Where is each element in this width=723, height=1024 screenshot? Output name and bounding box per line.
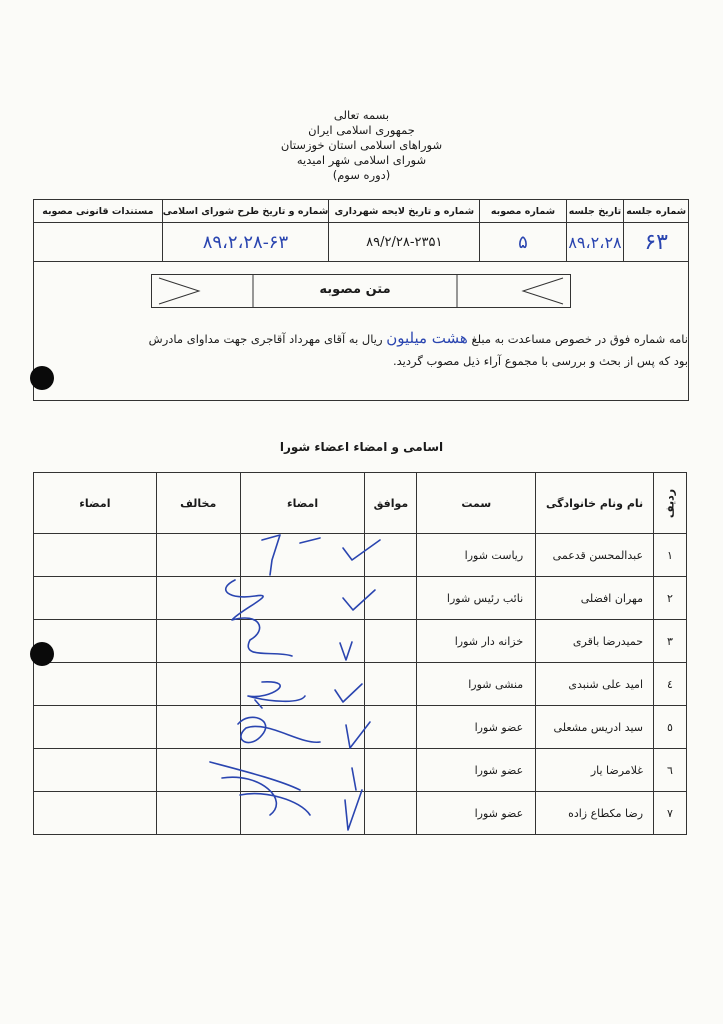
member-name: حمیدرضا باقری (536, 620, 654, 663)
member-num: ٦ (654, 749, 687, 792)
resolution-text-part1: نامه شماره فوق در خصوص مساعدت به مبلغ (471, 332, 688, 346)
member-oppose-cell (156, 749, 240, 792)
col-signature: امضاء (240, 473, 365, 534)
col-oppose: مخالف (156, 473, 240, 534)
member-position: عضو شورا (417, 706, 536, 749)
member-name: غلامرضا یار (536, 749, 654, 792)
member-oppose-cell (156, 792, 240, 835)
resolution-box (33, 261, 689, 401)
col-position: سمت (417, 473, 536, 534)
resolution-text (34, 327, 688, 372)
member-signature-cell (240, 620, 365, 663)
member-signature-cell (240, 706, 365, 749)
meta-header-council-plan: شماره و تاریخ طرح شورای اسلامی (162, 200, 329, 223)
meta-value-legal-docs (34, 223, 163, 262)
member-name: رضا مکطاع زاده (536, 792, 654, 835)
member-name: عبدالمحسن قدعمی (536, 534, 654, 577)
meta-value-council-plan: ۸۹،۲،۲۸-۶۳ (162, 223, 329, 262)
member-signature-cell (240, 792, 365, 835)
member-row (34, 749, 687, 792)
meta-header-session-number: شماره جلسه (624, 200, 689, 223)
member-num: ۷ (654, 792, 687, 835)
member-row (34, 706, 687, 749)
member-position: ریاست شورا (417, 534, 536, 577)
member-num: ۱ (654, 534, 687, 577)
member-oppose-cell (156, 577, 240, 620)
meta-table (33, 199, 689, 262)
meta-header-legal-docs: مستندات قانونی مصوبه (34, 200, 163, 223)
meta-header-resolution-number: شماره مصوبه (480, 200, 566, 223)
member-agree-cell (365, 749, 417, 792)
member-row (34, 620, 687, 663)
resolution-text-line2: بود که پس از بحث و بررسی با مجموع آراء ذیل مصوب گردید. (392, 354, 688, 368)
resolution-text-part2: ریال به آقای مهرداد آقاجری جهت مداوای مادرش (148, 332, 383, 346)
member-agree-cell (365, 706, 417, 749)
member-position: عضو شورا (417, 792, 536, 835)
punch-hole (30, 366, 54, 390)
member-oppose-cell (156, 534, 240, 577)
member-signature-cell (240, 577, 365, 620)
meta-value-session-number: ۶۳ (624, 223, 689, 262)
member-position: عضو شورا (417, 749, 536, 792)
meta-header-session-date: تاریخ جلسه (566, 200, 624, 223)
member-signature-cell (240, 749, 365, 792)
meta-header-bill: شماره و تاریخ لایحه شهرداری (329, 200, 480, 223)
member-signature2-cell (34, 534, 157, 577)
member-agree-cell (365, 620, 417, 663)
col-name: نام ونام خانوادگی (536, 473, 654, 534)
member-signature2-cell (34, 792, 157, 835)
meta-value-bill: ۸۹/۲/۲۸-۲۳۵۱ (329, 223, 480, 262)
header-title (0, 108, 723, 183)
member-row (34, 577, 687, 620)
member-agree-cell (365, 792, 417, 835)
header-line-5: (دوره سوم) (332, 168, 391, 182)
handwritten-amount: هشت میلیون (386, 329, 468, 347)
member-position: خزانه دار شورا (417, 620, 536, 663)
member-name: سید ادریس مشعلی (536, 706, 654, 749)
member-signature2-cell (34, 749, 157, 792)
member-oppose-cell (156, 706, 240, 749)
header-line-3: شوراهای اسلامی استان خوزستان (280, 138, 443, 152)
members-table (33, 472, 687, 835)
punch-hole (30, 642, 54, 666)
member-signature-cell (240, 534, 365, 577)
member-row (34, 663, 687, 706)
header-line-1: بسمه تعالی (333, 108, 390, 122)
header-line-4: شورای اسلامی شهر امیدیه (296, 153, 427, 167)
member-signature-cell (240, 663, 365, 706)
member-position: منشی شورا (417, 663, 536, 706)
col-signature-2: امضاء (34, 473, 157, 534)
member-oppose-cell (156, 663, 240, 706)
member-num: ٥ (654, 706, 687, 749)
member-name: مهران افضلی (536, 577, 654, 620)
col-agree: موافق (365, 473, 417, 534)
members-section-title: اسامی و امضاء اعضاء شورا (279, 440, 444, 454)
resolution-banner-title: متن مصوبه (319, 282, 391, 297)
meta-value-session-date: ۸۹،۲،۲۸ (566, 223, 624, 262)
member-oppose-cell (156, 620, 240, 663)
member-signature2-cell (34, 706, 157, 749)
member-row (34, 792, 687, 835)
member-agree-cell (365, 577, 417, 620)
member-position: نائب رئیس شورا (417, 577, 536, 620)
header-line-2: جمهوری اسلامی ایران (308, 123, 415, 137)
meta-value-resolution-number: ۵ (480, 223, 566, 262)
member-signature2-cell (34, 663, 157, 706)
member-signature2-cell (34, 577, 157, 620)
member-agree-cell (365, 663, 417, 706)
member-name: امید علی شنبدی (536, 663, 654, 706)
col-row: ردیف (654, 473, 687, 534)
member-num: ۳ (654, 620, 687, 663)
member-num: ۲ (654, 577, 687, 620)
member-row (34, 534, 687, 577)
member-agree-cell (365, 534, 417, 577)
member-num: ٤ (654, 663, 687, 706)
